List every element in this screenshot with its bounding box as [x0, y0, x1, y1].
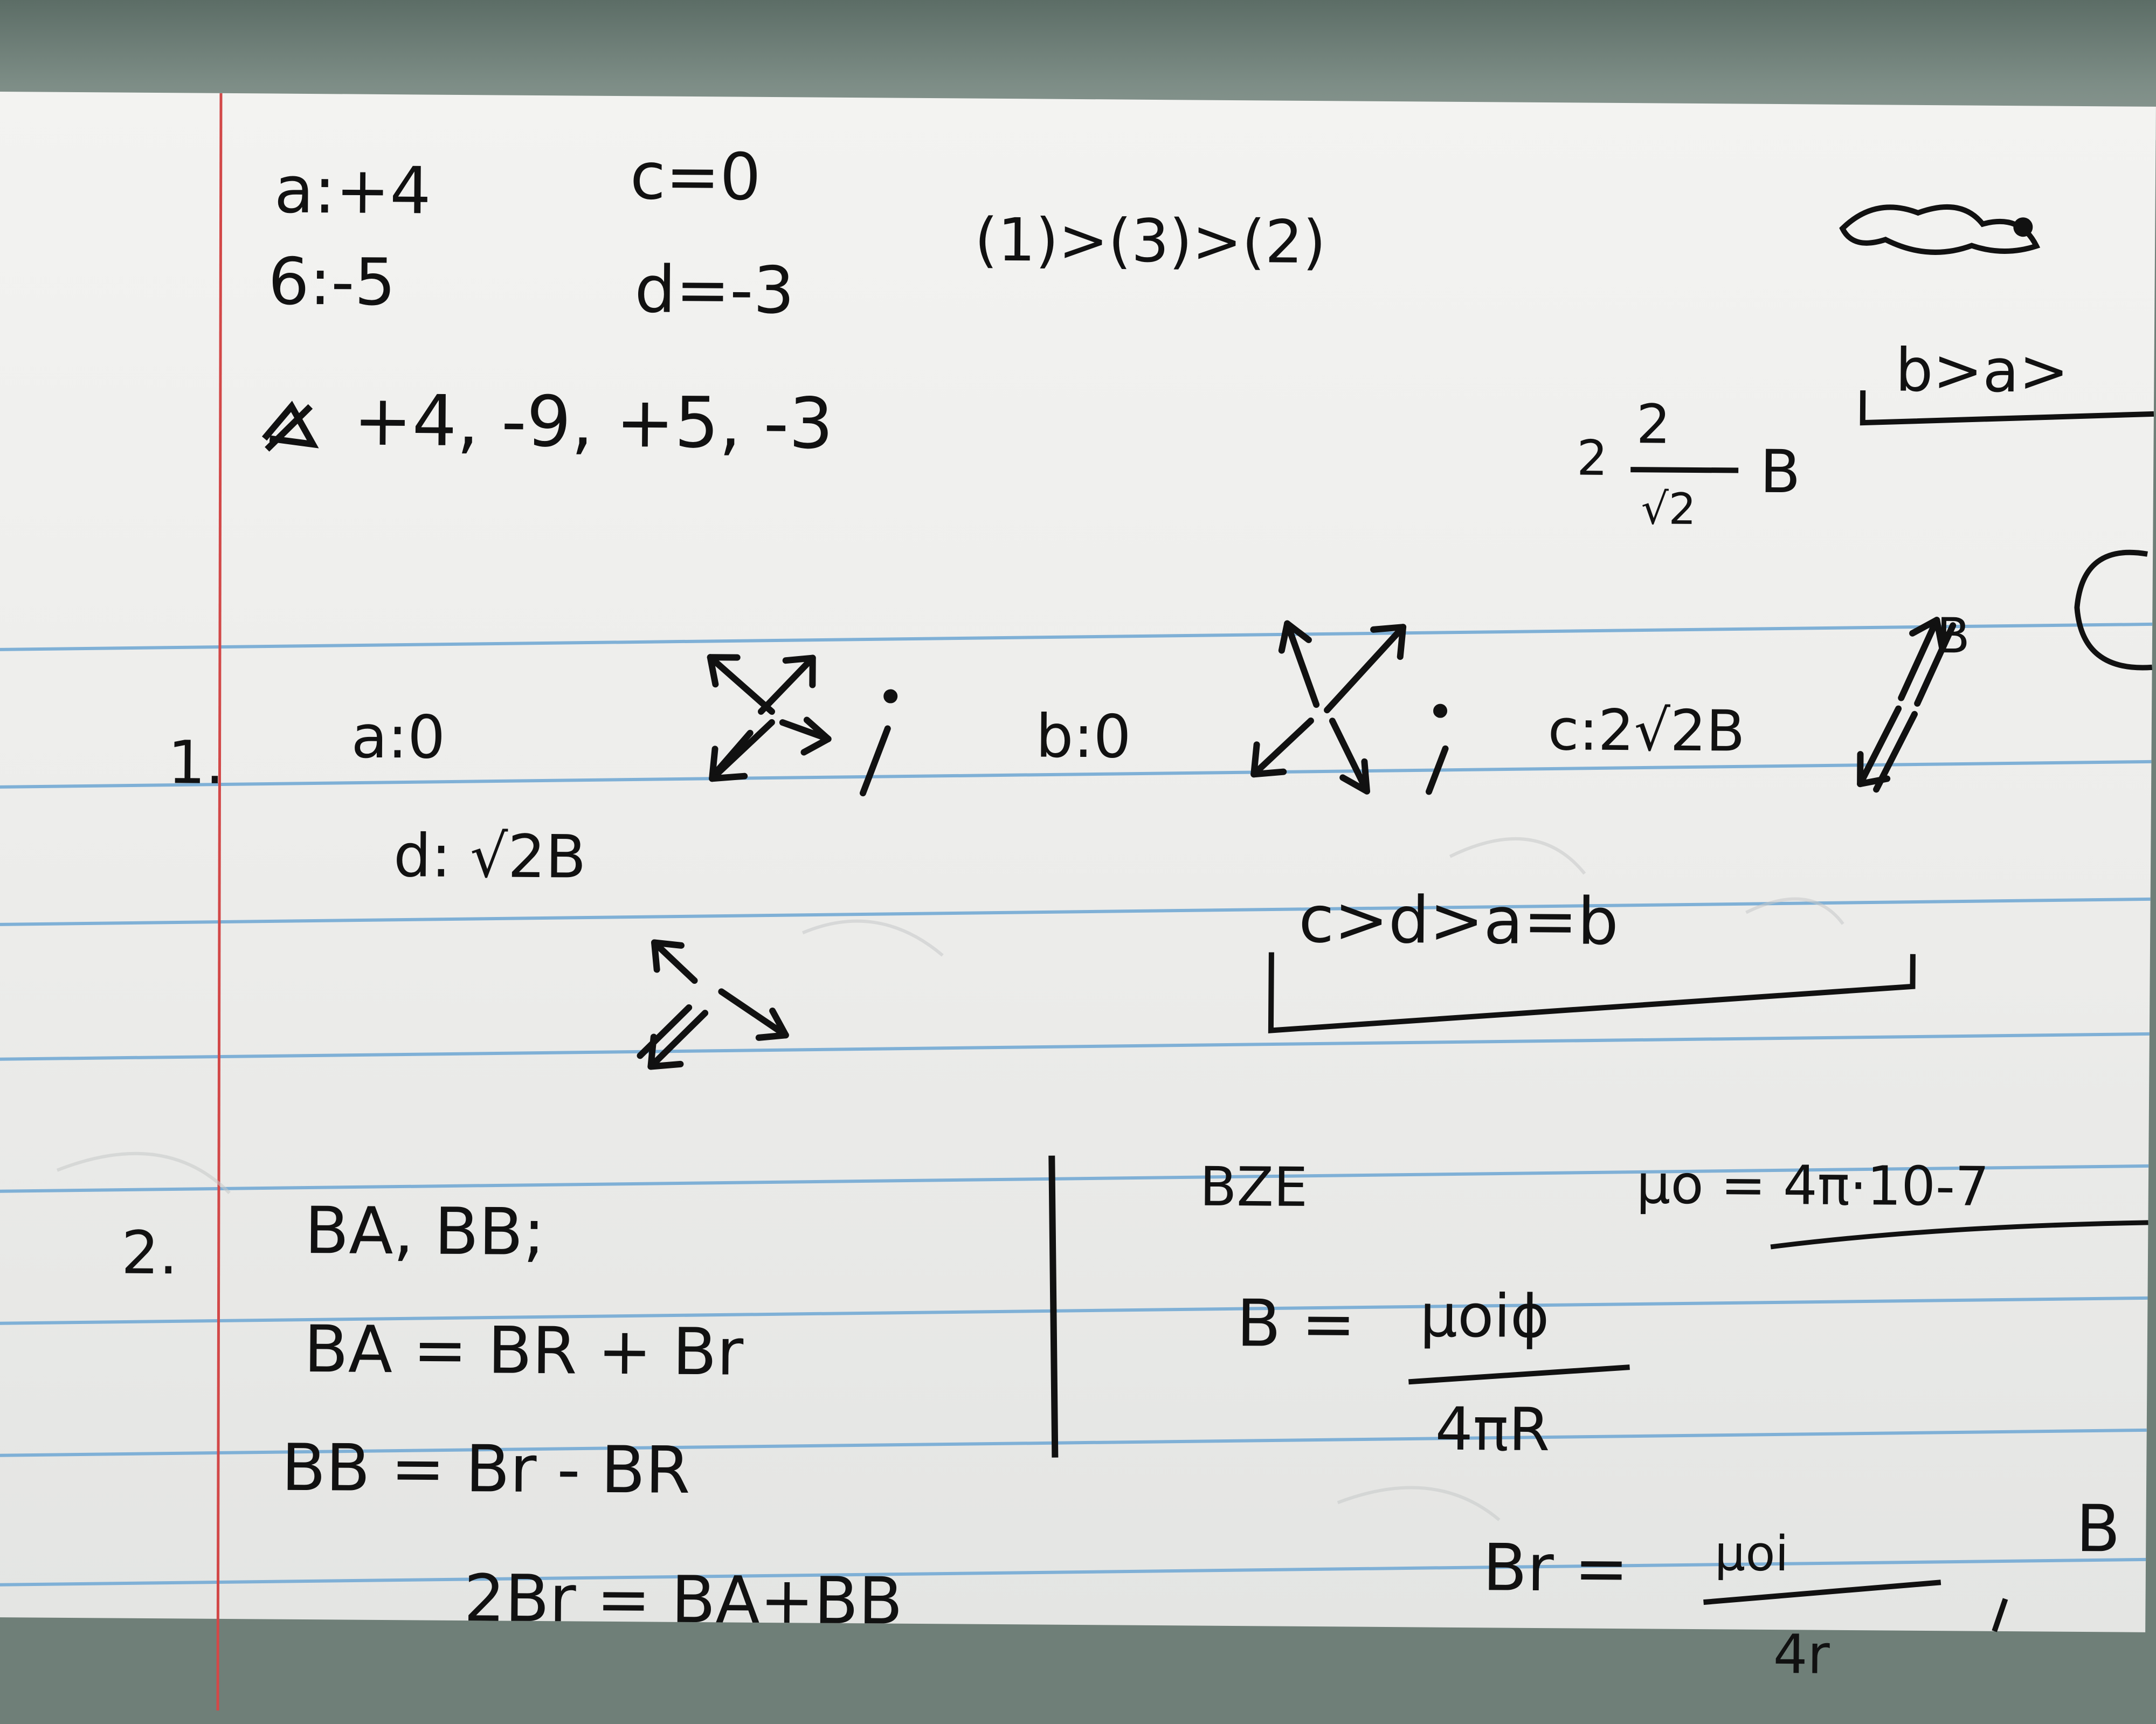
problem2-line4: 2Br = BA+BB [464, 1561, 903, 1639]
problem1-side-label: B [1936, 608, 1971, 665]
problem2-line1: BA, BB; [304, 1193, 545, 1271]
circled-mark [2077, 552, 2153, 668]
problem1-b: b:0 [1035, 701, 1132, 771]
note-a-value: a:+4 [274, 153, 432, 229]
problem2-formula-lhs: B = [1236, 1286, 1356, 1362]
formula-bar [1408, 1366, 1629, 1383]
note-list: +4, -9, +5, -3 [353, 379, 834, 465]
problem2-line3: BB = Br - BR [281, 1430, 691, 1509]
arrow-cluster-a [709, 657, 895, 793]
problem2-br-num: μoi [1714, 1525, 1789, 1583]
note-right-ranking: b>a> [1895, 335, 2069, 406]
note-b-value: 6:-5 [268, 244, 396, 321]
fraction-lead: 2 [1576, 430, 1608, 487]
problem1-number: 1. [167, 728, 225, 797]
problem2-divider [1049, 1156, 1057, 1458]
note-d-value: d=-3 [634, 252, 795, 329]
note-order: (1)>(3)>(2) [974, 205, 1326, 277]
note-c-value: c=0 [630, 139, 762, 215]
notebook-page [0, 92, 2156, 1686]
problem1-ranking-bracket [1271, 950, 1913, 1035]
arrow-cluster-b [1254, 623, 1446, 791]
problem2-formula-den: 4πR [1435, 1394, 1550, 1465]
ruled-line [0, 1019, 2150, 1074]
problem2-bze: BZE [1199, 1155, 1308, 1219]
ruled-line [0, 609, 2152, 665]
br-comma [1994, 1599, 2005, 1631]
fraction-num: 2 [1636, 392, 1671, 456]
problem1-ranking: c>d>a=b [1298, 882, 1619, 960]
problem2-br-den: 4r [1773, 1623, 1830, 1686]
br-bar [1704, 1581, 1941, 1604]
scribble-mark [1842, 206, 2037, 253]
problem1-d: d: √2B [393, 821, 586, 892]
problem2-br-lhs: Br = [1482, 1530, 1629, 1607]
scribbled-digit [264, 406, 313, 450]
ink-layer [0, 92, 2156, 1724]
problem1-c: c:2√2B [1547, 697, 1745, 764]
problem2-line2: BA = BR + Br [303, 1312, 744, 1390]
scribble-dot [2013, 217, 2033, 237]
fraction-den: √2 [1641, 484, 1696, 534]
ruled-line [0, 884, 2151, 940]
problem2-trailing: B [2075, 1491, 2121, 1567]
problem2-mu: μo = 4π·10-7 [1636, 1153, 1990, 1218]
problem2-formula-num: μoiϕ [1419, 1281, 1550, 1351]
fraction-tail: B [1759, 437, 1801, 507]
mu-underline [1771, 1220, 2148, 1250]
margin-line [210, 93, 229, 1711]
problem1-a: a:0 [351, 702, 446, 772]
problem2-number: 2. [121, 1218, 178, 1288]
